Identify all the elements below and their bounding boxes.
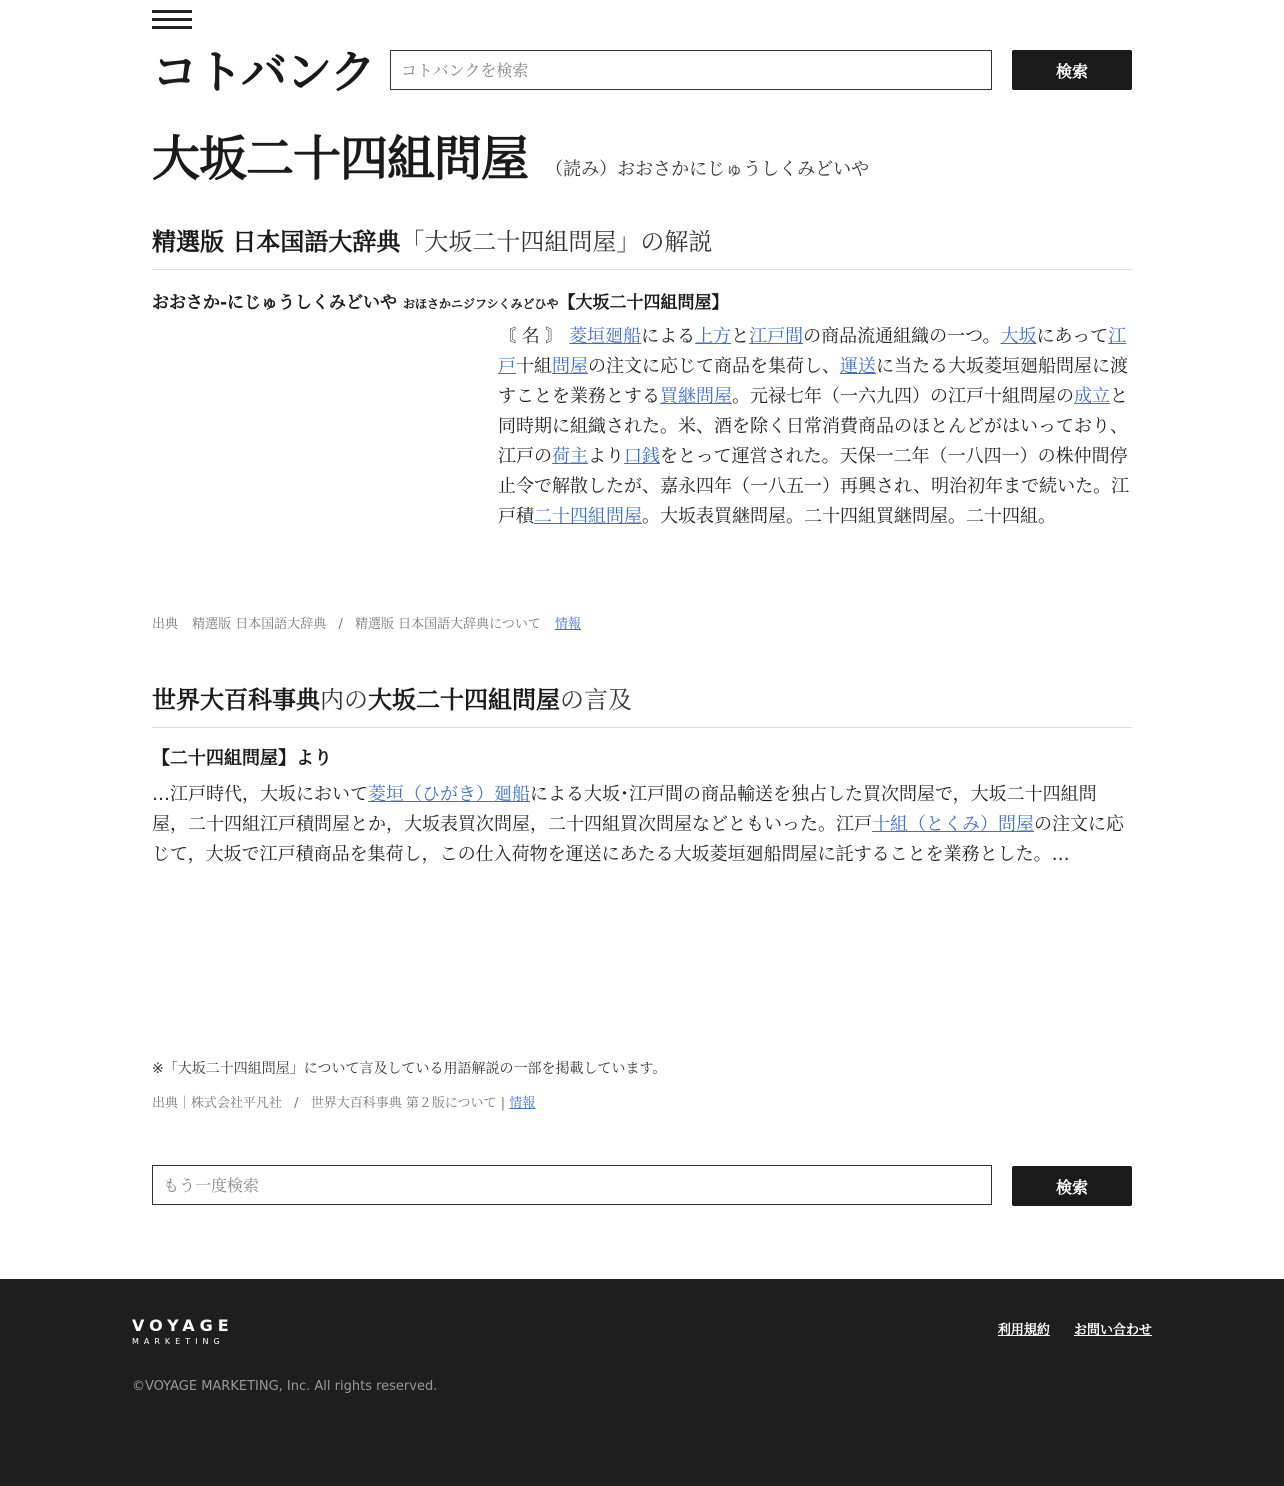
page-title-word: 大坂二十四組問屋 <box>152 131 529 187</box>
term-link[interactable]: 運送 <box>840 356 876 377</box>
entry-definition <box>498 322 1132 532</box>
body-text: 十組 <box>516 356 552 377</box>
term-link[interactable]: 成立 <box>1074 386 1110 407</box>
mention-entry-heading: 【二十四組問屋】より <box>152 748 332 769</box>
body-text: に当たる大坂菱垣廻船問屋に渡すことを業務とする <box>498 356 1128 407</box>
term-link[interactable]: 菱垣廻船 <box>569 326 642 347</box>
bottom-search-input[interactable] <box>152 1165 992 1205</box>
term-link[interactable]: 二十四組問屋 <box>534 506 642 527</box>
body-text: と同時期に組織された。米、酒を除く日常消費商品のほとんどがはいっており、江戸の <box>498 386 1128 467</box>
term-link[interactable]: 江戸間 <box>749 326 804 347</box>
source-publisher: 出典｜株式会社平凡社 <box>152 1096 283 1111</box>
heading-suffix: 「大坂二十四組問屋」の解説 <box>400 228 713 256</box>
dictionary-name: 精選版 日本国語大辞典 <box>152 228 401 256</box>
source-about: 世界大百科事典 第２版について | <box>310 1096 506 1111</box>
body-text: の注文に応じて，大坂で江戸積商品を集荷し，この仕入荷物を運送にあたる大坂菱垣廻船問屋に託することを業務とした。… <box>152 814 1124 865</box>
term-link[interactable]: 問屋 <box>552 356 588 377</box>
source-separator: / <box>338 617 343 632</box>
mention-note: ※「大坂二十四組問屋」について言及している用語解説の一部を掲載しています。 <box>152 1061 667 1077</box>
source-info-link[interactable]: 情報 <box>509 1096 536 1111</box>
body-text: による <box>641 326 696 347</box>
body-text: の商品流通組織の一つ。 <box>803 326 1001 347</box>
source-line-2 <box>152 1092 535 1111</box>
mention-mid: 内の <box>320 686 368 714</box>
term-link[interactable]: 菱垣（ひがき）廻船 <box>368 784 530 805</box>
logo-sub: MARKETING <box>132 1337 225 1346</box>
mention-word: 大坂二十四組問屋 <box>368 686 560 714</box>
body-text: の注文に応じて商品を集荷し、 <box>588 356 840 377</box>
footer-link-terms[interactable]: 利用規約 <box>997 1323 1050 1338</box>
term-link[interactable]: 口銭 <box>624 446 660 467</box>
source-name: 精選版 日本国語大辞典 <box>192 617 327 632</box>
site-logo[interactable]: コトバンク <box>152 45 376 99</box>
term-link[interactable]: 江戸 <box>498 326 1127 377</box>
source-label: 出典 <box>152 617 179 632</box>
menu-bar <box>152 10 192 13</box>
mention-text <box>152 780 1132 870</box>
mention-suffix: の言及 <box>560 686 632 714</box>
footer-link-contact[interactable]: お問い合わせ <box>1073 1323 1152 1338</box>
body-text: …江戸時代，大坂において <box>152 784 368 805</box>
hamburger-menu-icon[interactable] <box>152 10 192 30</box>
section-mention-heading <box>152 680 1132 728</box>
source-about: 精選版 日本国語大辞典について <box>354 617 541 632</box>
body-text: と <box>731 326 750 347</box>
source-line-1 <box>152 613 581 632</box>
header-search-button[interactable]: 検索 <box>1012 50 1132 90</box>
source-info-link[interactable]: 情報 <box>554 617 581 632</box>
page-title <box>152 120 869 189</box>
body-text: をとって運営された。天保一二年（一八四一）の株仲間停止令で解散したが、嘉永四年（一八五一）再興され、明治初年まで続いた。江戸積 <box>498 446 1130 527</box>
logo-main: VOYAGE <box>132 1316 234 1335</box>
menu-bar <box>152 26 192 29</box>
site-footer <box>0 1279 1284 1486</box>
body-text: による大坂･江戸間の商品輸送を独占した買次問屋で，大坂二十四組問屋，二十四組江戸積問屋とか，大坂表買次問屋，二十四組買次問屋などともいった。江戸 <box>152 784 1097 835</box>
body-text: 。元禄七年（一六九四）の江戸十組問屋の <box>732 386 1074 407</box>
entry-headword <box>152 288 729 313</box>
term-link[interactable]: 買継問屋 <box>660 386 732 407</box>
body-text: にあって <box>1036 326 1109 347</box>
term-link[interactable]: 荷主 <box>552 446 588 467</box>
section-dictionary-heading <box>152 222 1132 270</box>
term-link[interactable]: 十組（とくみ）問屋 <box>872 814 1034 835</box>
copyright: ©VOYAGE MARKETING, Inc. All rights reserved. <box>132 1379 438 1394</box>
voyage-marketing-logo[interactable] <box>132 1317 234 1347</box>
menu-bar <box>152 18 192 21</box>
bottom-search-button[interactable]: 検索 <box>1012 1166 1132 1206</box>
body-text: 。大坂表買継問屋。二十四組買継問屋。二十四組。 <box>642 506 1056 527</box>
term-link[interactable]: 上方 <box>695 326 732 347</box>
source-separator: / <box>294 1096 299 1111</box>
mention-dictionary-name: 世界大百科事典 <box>152 686 320 714</box>
body-text: より <box>588 446 624 467</box>
entry-kanji: 【大坂二十四組問屋】 <box>558 293 729 313</box>
page-title-reading: （読み）おおさかにじゅうしくみどいや <box>545 159 870 180</box>
header-search-input[interactable] <box>390 50 992 90</box>
entry-reading: おおさか‐にじゅうしくみどいや <box>152 293 398 313</box>
term-link[interactable]: 大坂 <box>1000 326 1037 347</box>
footer-links <box>978 1319 1152 1338</box>
body-text: 〘 名 〙 <box>498 326 570 347</box>
entry-kana: おほさかニジフシくみどひや <box>402 297 559 311</box>
